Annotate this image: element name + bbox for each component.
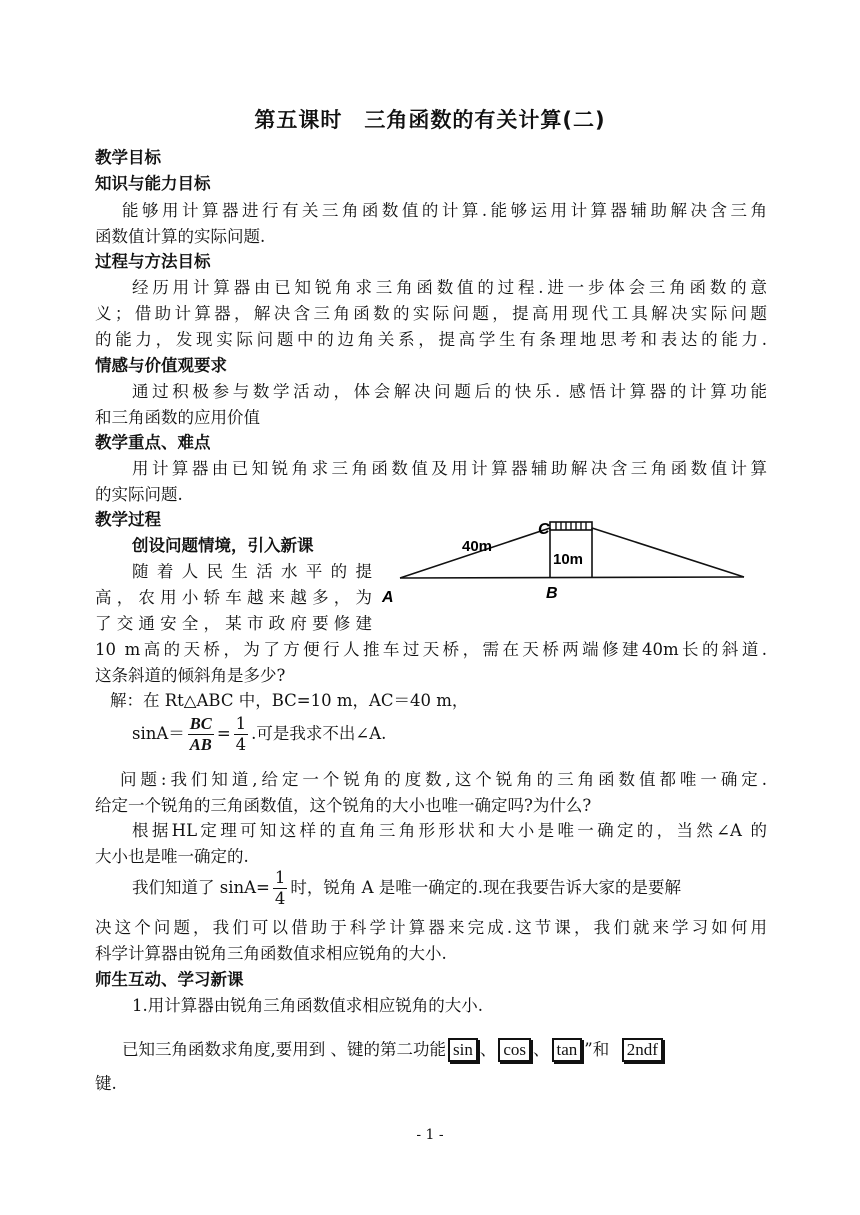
fraction-numerator: 1 [274,868,286,887]
key-line-1: 用计算器由已知锐角求三角函数值及用计算器辅助解决含三角函数值计算 [132,459,767,478]
heading-teaching-process: 教学过程 [95,510,161,529]
equals-sign: = [216,724,231,743]
question-line-1: 问题:我们知道,给定一个锐角的度数,这个锐角的三角函数值都唯一确定. [120,770,767,789]
known-line-2: 决这个问题，我们可以借助于科学计算器来完成.这节课，我们就来学习如何用 [95,918,767,937]
emotion-line-2: 和三角函数的应用价值 [95,408,260,427]
label-40m: 40m [462,538,493,555]
fraction-denominator: 4 [274,889,286,908]
known-line-3: 科学计算器由锐角三角函数值求相应锐角的大小. [95,944,447,963]
fraction-bc-ab [188,714,214,755]
story-line-1: 随着人民生活水平的提 [132,562,372,581]
ground-line [400,577,744,578]
known-suffix: 时，锐角 A 是唯一确定的.现在我要告诉大家的是要解 [290,878,682,897]
story-line-3: 了交通安全，某市政府要修建 [95,614,372,633]
key-line-2: 的实际问题. [95,485,183,504]
knowledge-line-1: 能够用计算器进行有关三角函数值的计算.能够运用计算器辅助解决含三角 [122,201,767,220]
heading-objectives: 教学目标 [95,148,161,167]
key-separator: ”和 [584,1040,610,1059]
label-a: A [382,589,394,606]
process-line-1: 经历用计算器由已知锐角求三角函数值的过程.进一步体会三角函数的意 [132,278,767,297]
fraction-denominator: 4 [235,735,247,754]
hl-line-1: 根据HL定理可知这样的直角三角形形状和大小是唯一确定的，当然∠A 的 [132,821,767,840]
label-10m: 10m [553,551,584,568]
solution-line-1: 解：在 Rt△ABC 中，BC=10 m，AC＝40 m， [110,691,469,710]
heading-interaction: 师生互动、学习新课 [95,970,244,989]
key-separator: 、 [533,1040,550,1059]
tan-key: tan [552,1038,583,1062]
sin-suffix: .可是我求不出∠A. [251,724,387,743]
bridge-diagram [376,516,756,608]
keys-line [122,1038,794,1068]
page-title: 第五课时 三角函数的有关计算(二) [254,108,606,132]
heading-scenario: 创设问题情境，引入新课 [132,536,314,555]
process-line-2: 义；借助计算器，解决含三角函数的实际问题，提高用现代工具解决实际问题 [95,304,767,323]
story-line-4: 10 m高的天桥，为了方便行人推车过天桥，需在天桥两端修建40m长的斜道. [95,640,767,659]
emotion-line-1: 通过积极参与数学活动，体会解决问题后的快乐. 感悟计算器的计算功能 [132,382,767,401]
heading-process-method: 过程与方法目标 [95,252,211,271]
sin-prefix: sinA＝ [132,724,185,743]
fraction-denominator: AB [189,735,212,754]
label-b: B [546,585,558,602]
known-formula-line [132,866,804,912]
heading-emotion: 情感与价值观要求 [95,356,227,375]
known-prefix: 我们知道了 sinA= [132,878,270,897]
2ndf-key: 2ndf [622,1038,663,1062]
fraction-numerator: BC [189,714,212,733]
solution-formula [132,712,804,758]
fraction-one-quarter [234,714,249,755]
sin-key: sin [448,1038,478,1062]
story-line-2: 高，农用小轿车越来越多，为 [95,588,372,607]
keys-line-end: 键. [95,1074,117,1093]
key-separator: 、 [479,1040,497,1059]
story-line-5: 这条斜道的倾斜角是多少? [95,666,286,685]
heading-key-points: 教学重点、难点 [95,433,211,452]
label-c: C [538,521,550,538]
bridge-railing [556,522,586,530]
cos-key: cos [498,1038,531,1062]
knowledge-line-2: 函数值计算的实际问题. [95,227,266,246]
keys-prefix: 已知三角函数求角度,要用到 、键的第二功能 [122,1040,446,1059]
step-1: 1.用计算器由锐角三角函数值求相应锐角的大小. [132,996,483,1015]
question-line-2: 给定一个锐角的三角函数值，这个锐角的大小也唯一确定吗?为什么? [95,796,592,815]
hl-line-2: 大小也是唯一确定的. [95,847,249,866]
fraction-one-quarter [273,868,288,909]
fraction-numerator: 1 [235,714,247,733]
process-line-3: 的能力，发现实际问题中的边角关系，提高学生有条理地思考和表达的能力. [95,330,767,349]
right-ramp-line [592,528,744,577]
page-number: - 1 - [416,1127,444,1143]
heading-knowledge: 知识与能力目标 [95,174,211,193]
